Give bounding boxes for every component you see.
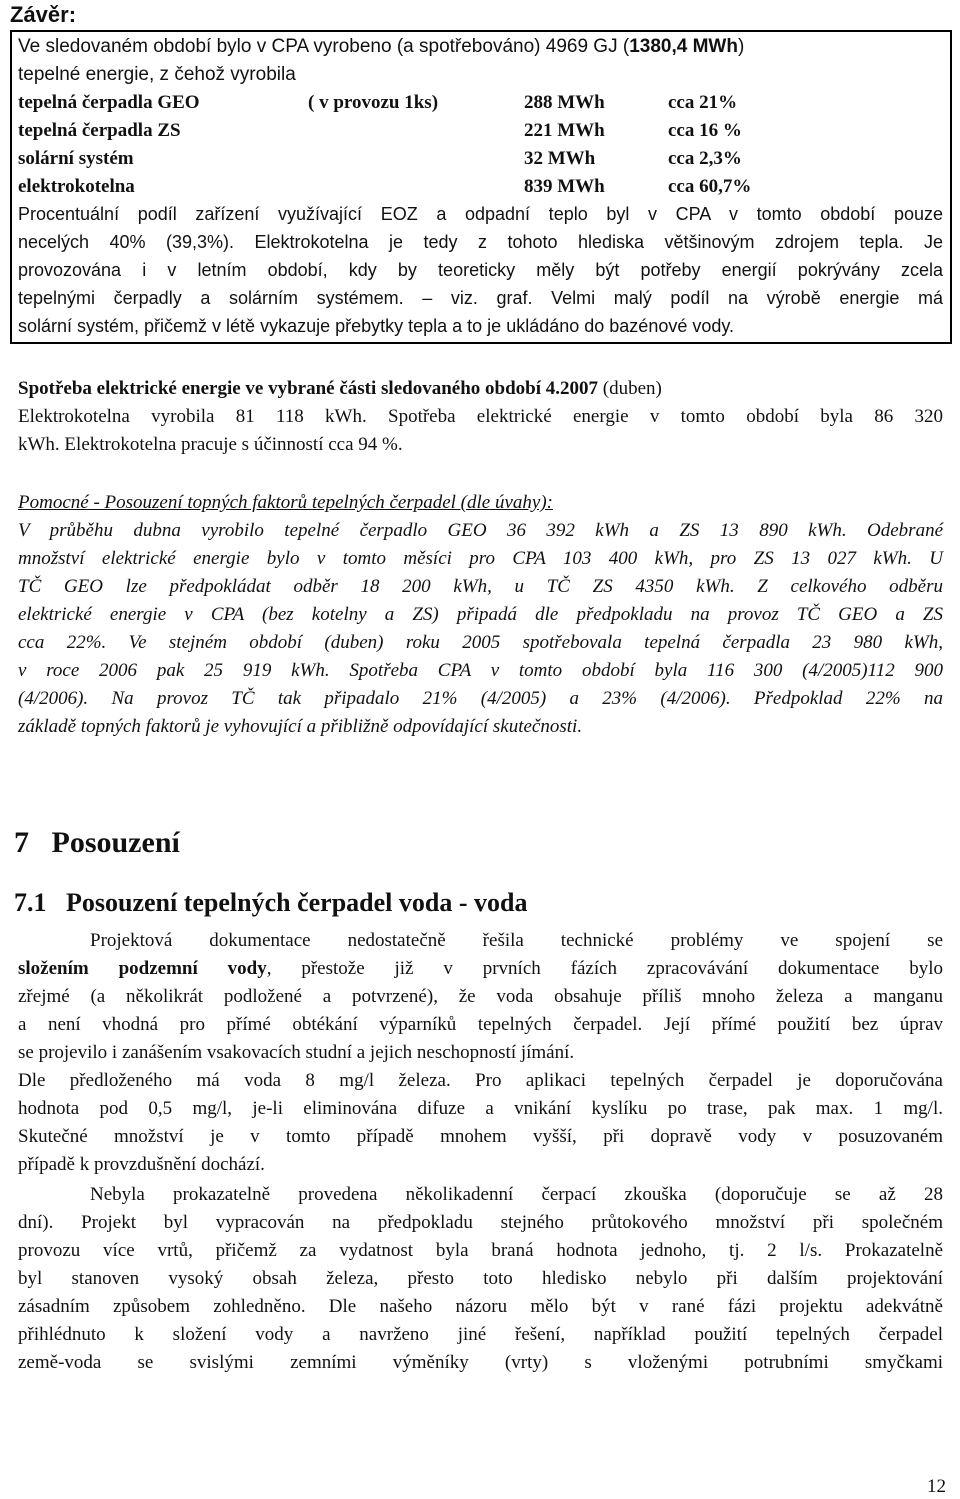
conclusion-text-line: Procentuální podíl zařízení využívající EOZ a odpadní teplo byl v CPA v tomto období pouze <box>18 204 943 224</box>
conclusion-text-line: provozována i v letním období, kdy by teoreticky měly být potřeby energií pokrývány zcela <box>18 260 943 280</box>
page-number: 12 <box>927 1476 946 1497</box>
row-share: cca 16 % <box>668 120 742 141</box>
row-value: 839 MWh <box>524 176 605 197</box>
auxiliary-title: Pomocné - Posouzení topných faktorů tepelných čerpadel (dle úvahy): <box>18 492 553 513</box>
consumption-title-rest: (duben) <box>598 378 662 399</box>
conclusion-text-line: necelých 40% (39,3%). Elektrokotelna je tedy z tohoto hlediska většinovým zdrojem tepla. Je <box>18 232 943 252</box>
p3-line: dní). Projekt byl vypracován na předpokladu stejného průtokového množství při společném <box>18 1212 943 1233</box>
auxiliary-line: elektrické energie v CPA (bez kotelny a ZS) připadá dle předpokladu na provoz TČ GEO a ZS <box>18 604 943 625</box>
p1-line: a není vhodná pro přímé obtékání výparníků tepelných čerpadel. Její přímé použití bez úprav <box>18 1014 943 1035</box>
total-mwh-bold: 1380,4 MWh <box>629 36 738 57</box>
p3-line: přihlédnuto k složení vody a navrženo jiné řešení, například použití tepelných čerpadel <box>18 1324 943 1345</box>
auxiliary-line: cca 22%. Ve stejném období (duben) roku 2005 spotřebovala tepelná čerpadla 23 980 kWh, <box>18 632 943 653</box>
p1-line-rest: , přestože již v prvních fázích zpracovávání dokumentace bylo <box>266 958 944 979</box>
row-name: tepelná čerpadla ZS <box>18 120 181 141</box>
consumption-title <box>18 378 943 400</box>
conclusion-text-line: solární systém, přičemž v létě vykazuje přebytky tepla a to je ukládáno do bazénové vody. <box>18 316 735 336</box>
row-note: ( v provozu 1ks) <box>308 92 439 113</box>
section-heading: 7 Posouzení <box>14 826 180 859</box>
row-name: tepelná čerpadla GEO <box>18 92 200 113</box>
p1-line: zřejmé (a několikrát podložené a potvrzené), že voda obsahuje příliš mnoho železa a manganu <box>18 986 943 1007</box>
auxiliary-line: v roce 2006 pak 25 919 kWh. Spotřeba CPA v tomto období byla 116 300 (4/2005)112 900 <box>18 660 943 681</box>
consumption-line: kWh. Elektrokotelna pracuje s účinností cca 94 %. <box>18 434 403 455</box>
p2-line: Dle předloženého má voda 8 mg/l železa. Pro aplikaci tepelných čerpadel je doporučována <box>18 1070 943 1091</box>
row-value: 221 MWh <box>524 120 605 141</box>
conclusion-heading: Závěr: <box>10 2 77 27</box>
conclusion-text-line: tepelnými čerpadly a solárním systémem. – viz. graf. Velmi malý podíl na výrobě energie má <box>18 288 943 308</box>
auxiliary-line: TČ GEO lze předpokládat odběr 18 200 kWh, u TČ ZS 4350 kWh. Z celkového odběru <box>18 576 943 597</box>
p1-line <box>18 958 943 980</box>
p1-line: Projektová dokumentace nedostatečně řešila technické problémy ve spojení se <box>90 930 943 951</box>
p3-line: byl stanoven vysoký obsah železa, přesto toto hledisko nebylo při dalším projektování <box>18 1268 943 1289</box>
consumption-title-bold: Spotřeba elektrické energie ve vybrané části sledovaného období 4.2007 <box>18 378 598 399</box>
conclusion-intro-line-2: tepelné energie, z čehož vyrobila <box>18 64 296 85</box>
consumption-line: Elektrokotelna vyrobila 81 118 kWh. Spotřeba elektrické energie v tomto období byla 86 320 <box>18 406 943 427</box>
p2-line: případě k provzdušnění dochází. <box>18 1154 265 1175</box>
row-name: elektrokotelna <box>18 176 135 197</box>
subsection-heading: 7.1 Posouzení tepelných čerpadel voda - voda <box>14 888 528 917</box>
row-share: cca 2,3% <box>668 148 742 169</box>
auxiliary-line: V průběhu dubna vyrobilo tepelné čerpadlo GEO 36 392 kWh a ZS 13 890 kWh. Odebrané <box>18 520 943 541</box>
p2-line: Skutečné množství je v tomto případě mnohem vyšší, při dopravě vody v posuzovaném <box>18 1126 943 1147</box>
p2-line: hodnota pod 0,5 mg/l, je-li eliminována difuze a vnikání kyslíku po trase, pak max. 1 mg/l. <box>18 1098 943 1119</box>
auxiliary-line: (4/2006). Na provoz TČ tak připadalo 21% (4/2005) a 23% (4/2006). Předpoklad 22% na <box>18 688 943 709</box>
water-composition-bold: složením podzemní vody <box>18 958 267 979</box>
row-share: cca 21% <box>668 92 738 113</box>
p3-line: Nebyla prokazatelně provedena několikadenní čerpací zkouška (doporučuje se až 28 <box>90 1184 943 1205</box>
row-value: 288 MWh <box>524 92 605 113</box>
auxiliary-line: množství elektrické energie bylo v tomto měsíci pro CPA 103 400 kWh, pro ZS 13 027 kWh. U <box>18 548 943 569</box>
row-value: 32 MWh <box>524 148 596 169</box>
conclusion-intro-line-1: Ve sledovaném období bylo v CPA vyrobeno (a spotřebováno) 4969 GJ (1380,4 MWh) <box>18 36 745 57</box>
p1-line: se projevilo i zanášením vsakovacích studní a jejich neschopností jímání. <box>18 1042 575 1063</box>
row-name: solární systém <box>18 148 134 169</box>
p3-line: zásadním způsobem zohledněno. Dle našeho názoru mělo být v rané fázi projektu adekvátně <box>18 1296 943 1317</box>
row-share: cca 60,7% <box>668 176 752 197</box>
auxiliary-line: základě topných faktorů je vyhovující a přibližně odpovídající skutečnosti. <box>18 716 583 737</box>
p3-line: provozu více vrtů, přičemž za vydatnost byla braná hodnota jednoho, tj. 2 l/s. Prokazatelně <box>18 1240 943 1261</box>
p3-line: země-voda se svislými zemními výměníky (vrty) s vloženými potrubními smyčkami <box>18 1352 943 1373</box>
